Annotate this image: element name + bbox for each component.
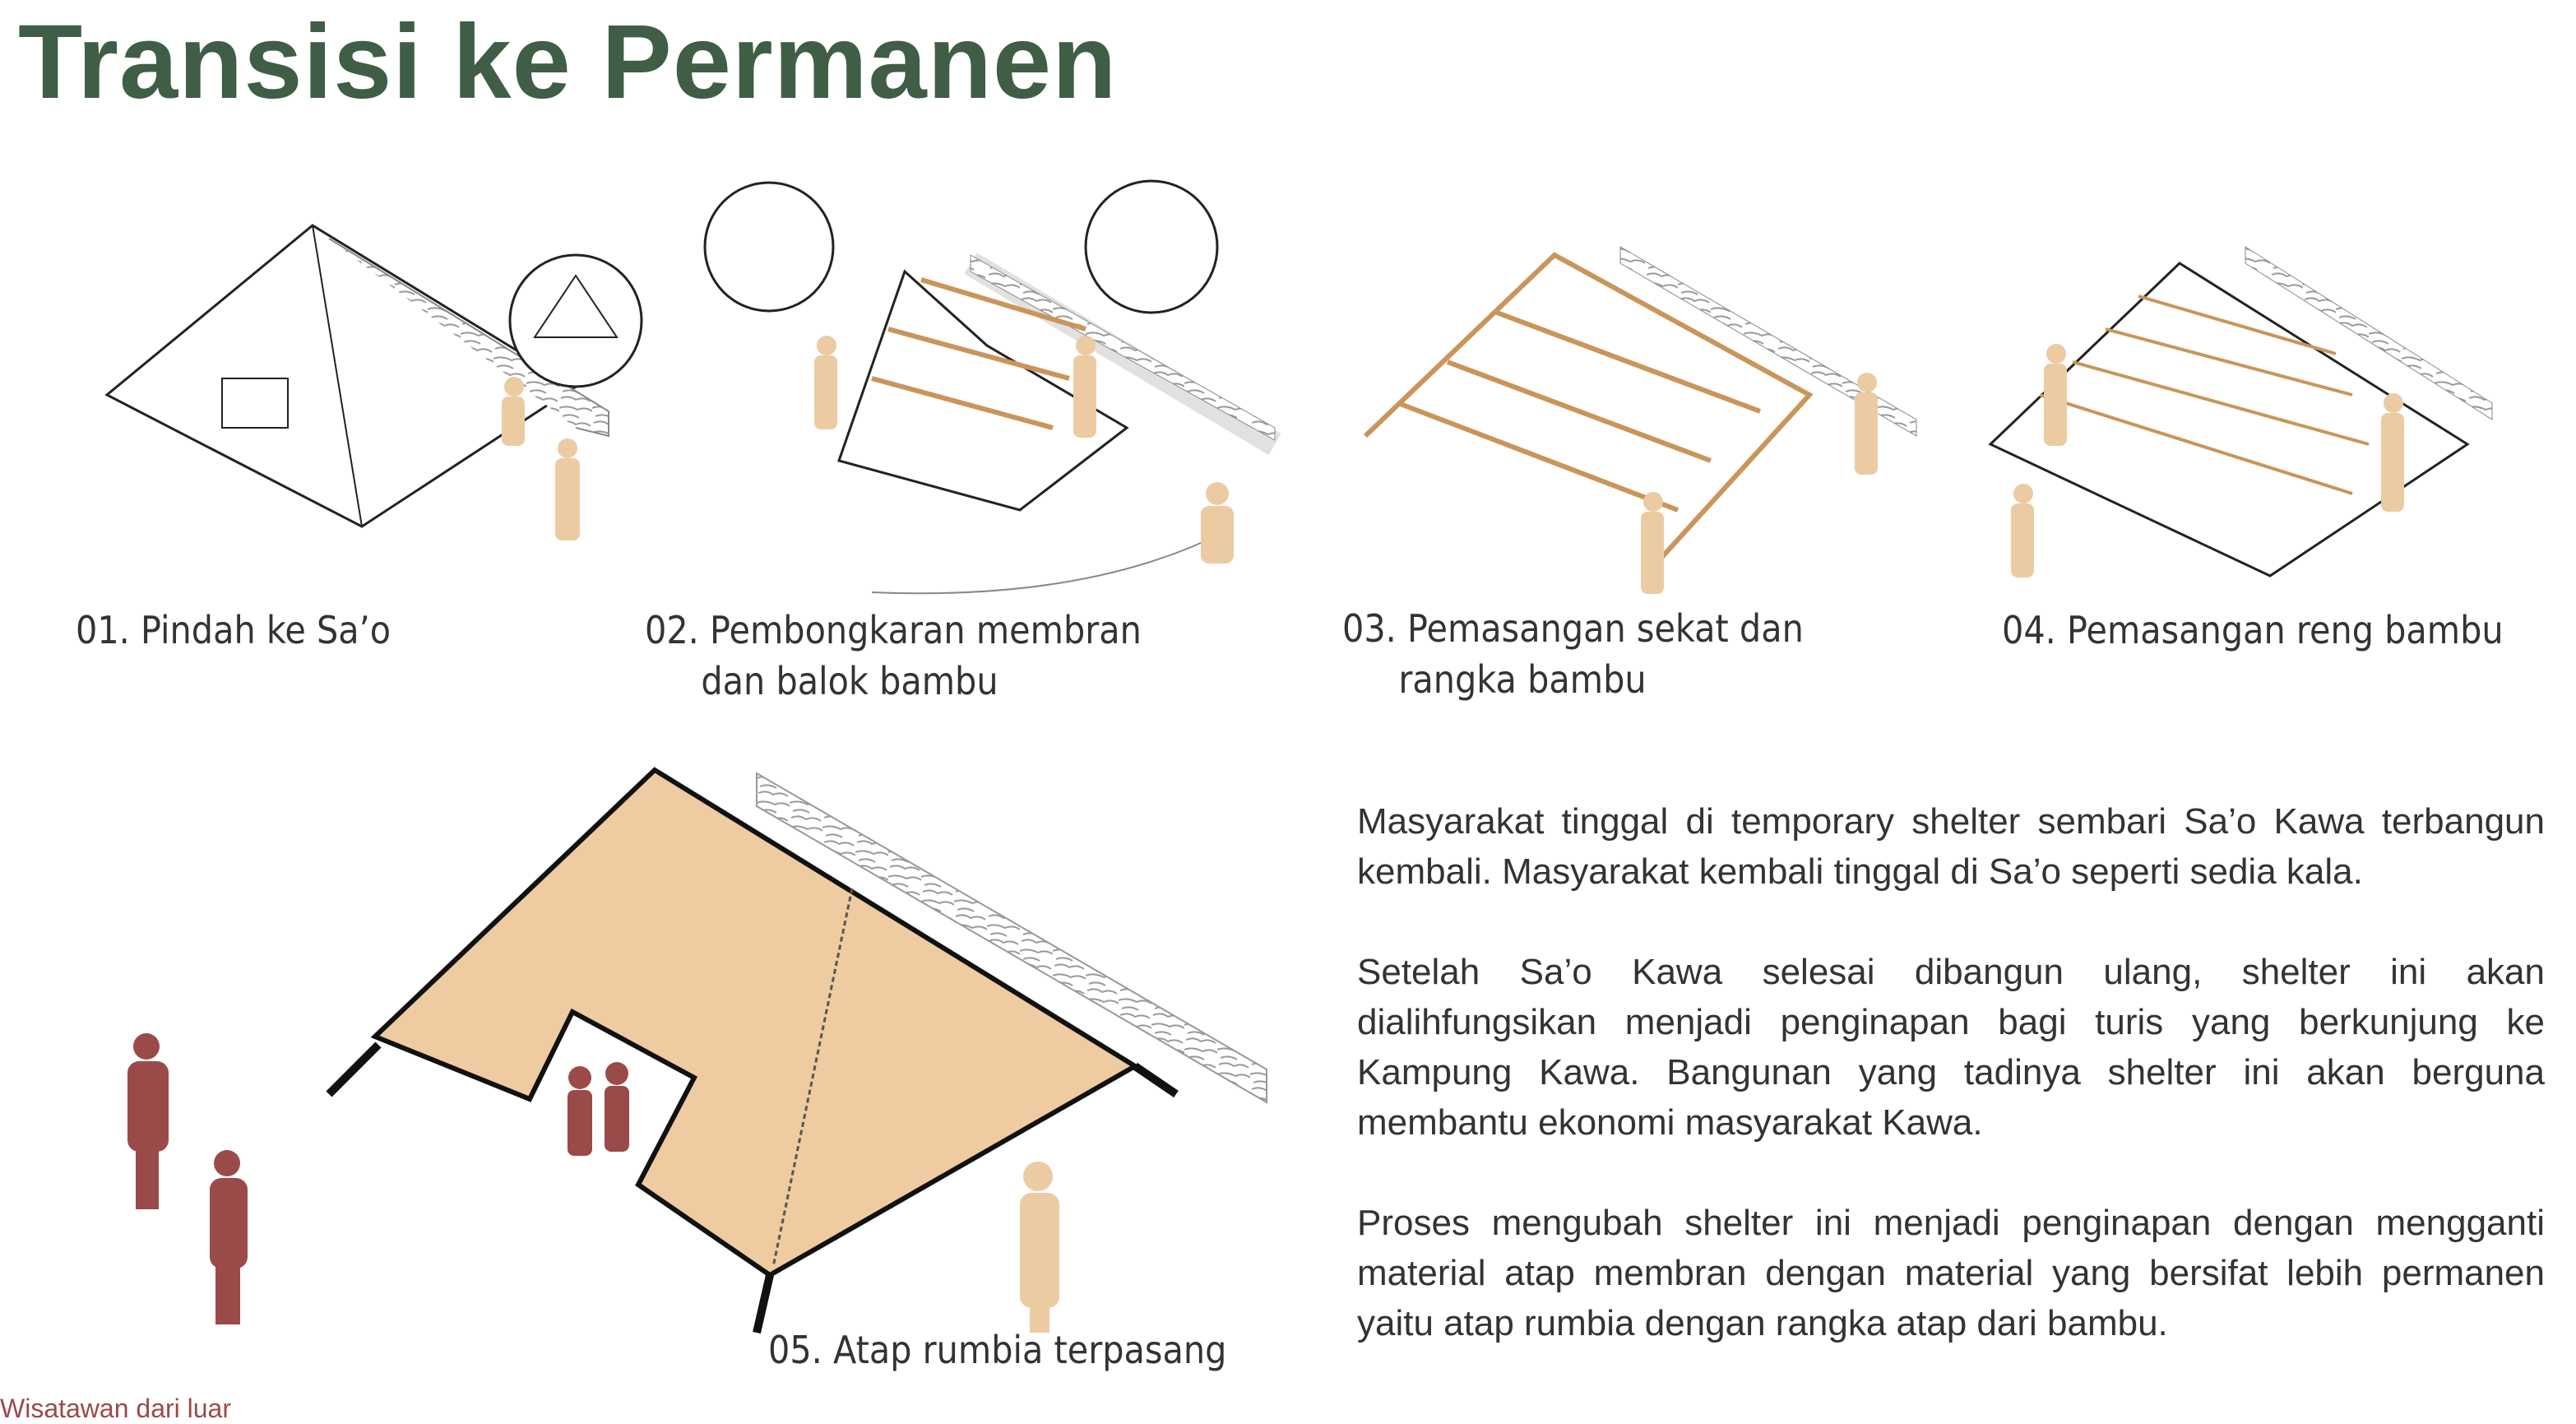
step4-illustration — [1990, 247, 2492, 577]
step-4-title: 04. Pemasangan reng bambu — [2002, 608, 2504, 652]
figure-icon — [1020, 1162, 1059, 1333]
description-paragraph-3: Proses mengubah shelter ini menjadi penginapan dengan mengganti material atap membran dengan material yang bersifat lebih permanen yaitu atap rumbia dengan rangka atap dari bambu. — [1357, 1203, 2545, 1343]
step3-illustration — [1365, 247, 1916, 594]
step-1-label — [76, 605, 391, 656]
step5-illustration — [329, 770, 1267, 1333]
speech-bubble — [1086, 181, 1217, 313]
figure-icon — [568, 1062, 629, 1156]
step-3-title: 03. Pemasangan sekat dan — [1342, 606, 1804, 651]
description-paragraph-1: Masyarakat tinggal di temporary shelter sembari Sa’o Kawa terbangun kembali. Masyarakat kembali tinggal di Sa’o seperti sedia kala. — [1357, 801, 2545, 892]
step-3-label — [1342, 603, 1804, 705]
step-2-subtitle: dan balok bambu — [701, 659, 998, 703]
description-paragraph-2: Setelah Sa’o Kawa selesai dibangun ulang, shelter ini akan dialihfungsikan menjadi penginapan bagi turis yang berkunjung ke Kampung Kawa. Bangunan yang tadinya shelter ini akan berguna membantu ekonomi masyarakat Kawa. — [1357, 952, 2545, 1143]
speech-bubble — [705, 183, 833, 311]
tourist-label: Wisatawan dari luar — [0, 1394, 231, 1423]
step1-illustration — [107, 225, 642, 540]
step-4-label — [2002, 605, 2504, 656]
step-5-title: 05. Atap rumbia terpasang — [768, 1328, 1227, 1372]
page-title: Transisi ke Permanen — [18, 3, 1118, 121]
step-2-title: 02. Pembongkaran membran — [645, 608, 1142, 652]
step-3-subtitle: rangka bambu — [1398, 657, 1647, 702]
figure-icon — [1641, 373, 1878, 594]
tourist-figures — [127, 1033, 248, 1324]
description — [1357, 796, 2545, 1398]
step-1-title: 01. Pindah ke Sa’o — [76, 608, 391, 652]
step-2-label — [645, 605, 1142, 707]
step-5-label — [768, 1324, 1226, 1375]
step2-illustration — [705, 181, 1275, 593]
figure-icon — [2011, 344, 2404, 577]
